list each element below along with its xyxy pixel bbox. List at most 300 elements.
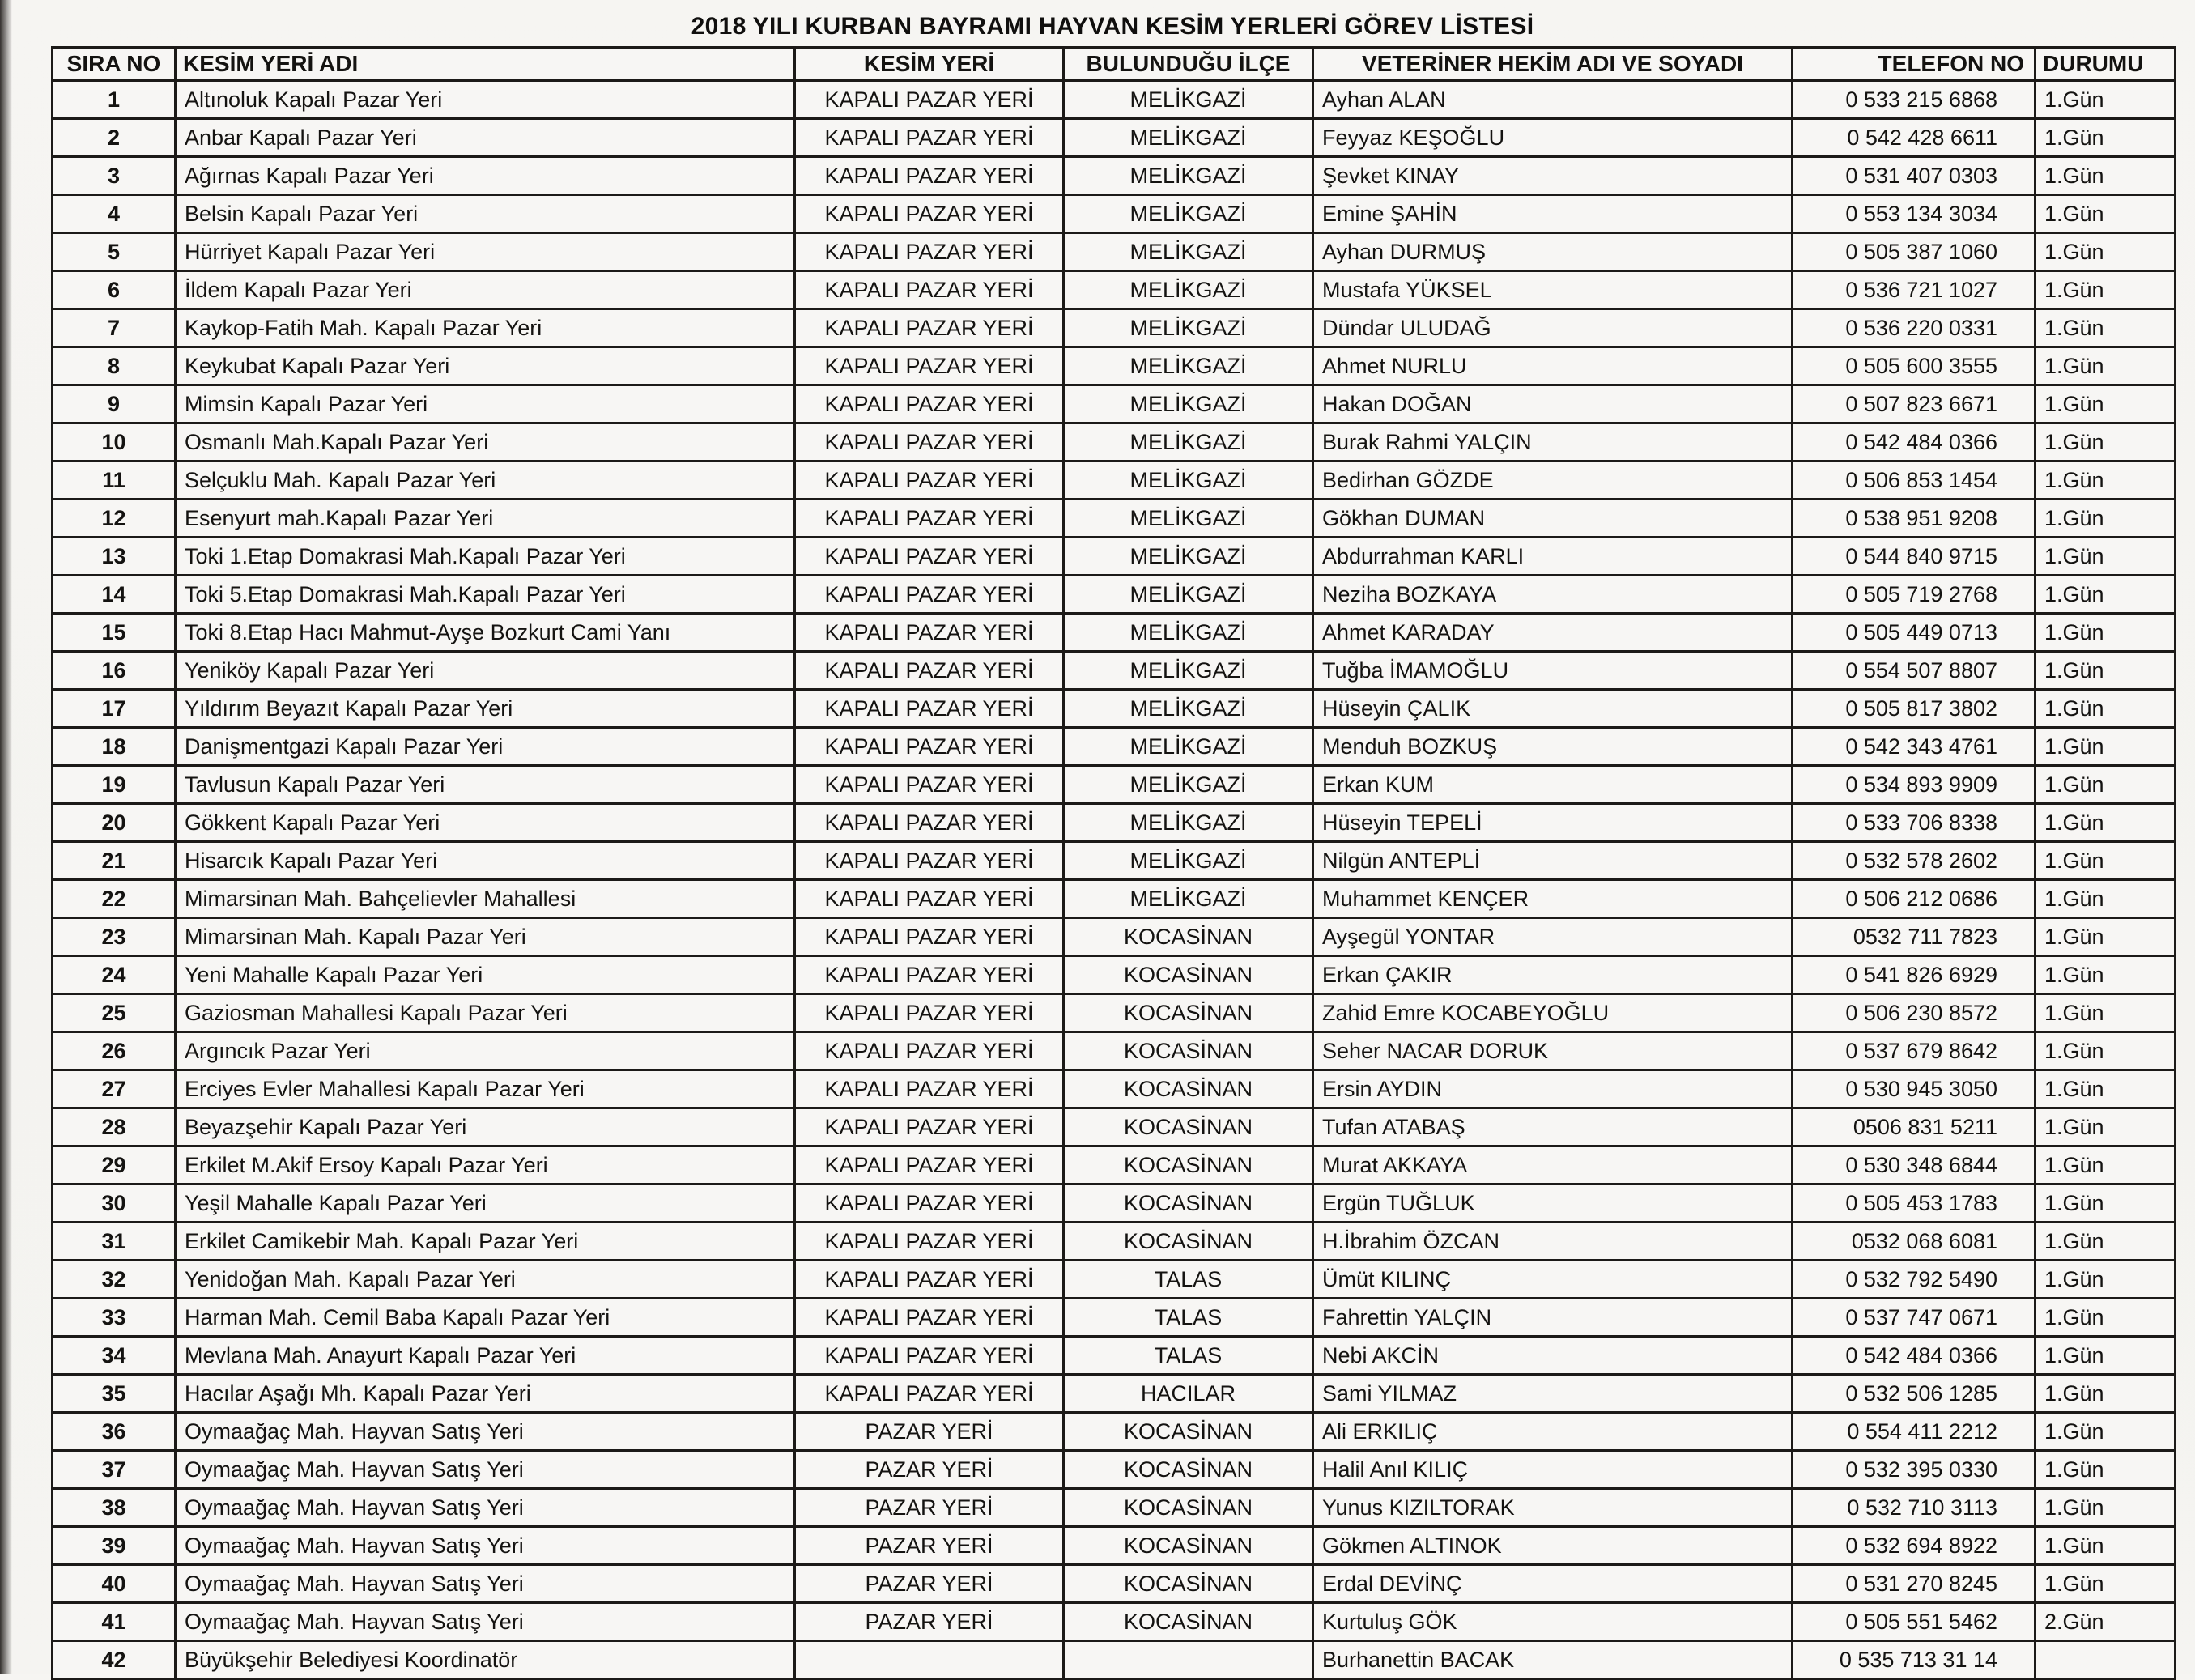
cell-kesim-yeri-adi: Gökkent Kapalı Pazar Yeri bbox=[176, 804, 795, 842]
cell-durumu: 1.Gün bbox=[2035, 157, 2176, 195]
cell-veteriner-hekim: Şevket KINAY bbox=[1313, 157, 1793, 195]
cell-kesim-yeri-adi: Hisarcık Kapalı Pazar Yeri bbox=[176, 842, 795, 880]
cell-durumu: 1.Gün bbox=[2035, 1070, 2176, 1108]
header-kesim-yeri: KESİM YERİ bbox=[795, 48, 1064, 81]
cell-sira-no: 32 bbox=[53, 1261, 176, 1299]
cell-bulundugu-ilce: KOCASİNAN bbox=[1064, 1489, 1313, 1527]
cell-kesim-yeri-adi: Erkilet Camikebir Mah. Kapalı Pazar Yeri bbox=[176, 1223, 795, 1261]
cell-kesim-yeri: KAPALI PAZAR YERİ bbox=[795, 385, 1064, 423]
cell-sira-no: 35 bbox=[53, 1375, 176, 1413]
cell-veteriner-hekim: Ahmet KARADAY bbox=[1313, 614, 1793, 652]
table-row bbox=[53, 119, 2176, 157]
table-row bbox=[53, 690, 2176, 728]
cell-bulundugu-ilce: KOCASİNAN bbox=[1064, 1565, 1313, 1603]
cell-veteriner-hekim: Erkan KUM bbox=[1313, 766, 1793, 804]
cell-kesim-yeri: KAPALI PAZAR YERİ bbox=[795, 1223, 1064, 1261]
cell-veteriner-hekim: Gökmen ALTINOK bbox=[1313, 1527, 1793, 1565]
cell-kesim-yeri-adi: Altınoluk Kapalı Pazar Yeri bbox=[176, 81, 795, 119]
cell-kesim-yeri-adi: Kaykop-Fatih Mah. Kapalı Pazar Yeri bbox=[176, 309, 795, 347]
cell-telefon-no: 0532 068 6081 bbox=[1793, 1223, 2035, 1261]
cell-bulundugu-ilce: TALAS bbox=[1064, 1337, 1313, 1375]
cell-durumu: 1.Gün bbox=[2035, 576, 2176, 614]
cell-kesim-yeri: PAZAR YERİ bbox=[795, 1603, 1064, 1641]
cell-veteriner-hekim: Gökhan DUMAN bbox=[1313, 500, 1793, 538]
cell-veteriner-hekim: Zahid Emre KOCABEYOĞLU bbox=[1313, 994, 1793, 1032]
cell-bulundugu-ilce: MELİKGAZİ bbox=[1064, 804, 1313, 842]
cell-veteriner-hekim: Feyyaz KEŞOĞLU bbox=[1313, 119, 1793, 157]
cell-telefon-no: 0 541 826 6929 bbox=[1793, 956, 2035, 994]
cell-sira-no: 34 bbox=[53, 1337, 176, 1375]
cell-telefon-no: 0 534 893 9909 bbox=[1793, 766, 2035, 804]
cell-durumu: 2.Gün bbox=[2035, 1603, 2176, 1641]
cell-bulundugu-ilce: MELİKGAZİ bbox=[1064, 385, 1313, 423]
cell-kesim-yeri-adi: Oymaağaç Mah. Hayvan Satış Yeri bbox=[176, 1451, 795, 1489]
table-row bbox=[53, 81, 2176, 119]
cell-bulundugu-ilce: KOCASİNAN bbox=[1064, 1451, 1313, 1489]
cell-veteriner-hekim: Sami YILMAZ bbox=[1313, 1375, 1793, 1413]
cell-bulundugu-ilce: MELİKGAZİ bbox=[1064, 81, 1313, 119]
header-veteriner-hekim: VETERİNER HEKİM ADI VE SOYADI bbox=[1313, 48, 1793, 81]
cell-sira-no: 22 bbox=[53, 880, 176, 918]
cell-sira-no: 13 bbox=[53, 538, 176, 576]
cell-veteriner-hekim: Erkan ÇAKIR bbox=[1313, 956, 1793, 994]
cell-durumu: 1.Gün bbox=[2035, 347, 2176, 385]
cell-kesim-yeri-adi: Tavlusun Kapalı Pazar Yeri bbox=[176, 766, 795, 804]
table-row bbox=[53, 1299, 2176, 1337]
cell-telefon-no: 0 542 428 6611 bbox=[1793, 119, 2035, 157]
cell-telefon-no: 0 505 387 1060 bbox=[1793, 233, 2035, 271]
cell-sira-no: 29 bbox=[53, 1146, 176, 1185]
cell-telefon-no: 0506 831 5211 bbox=[1793, 1108, 2035, 1146]
cell-sira-no: 33 bbox=[53, 1299, 176, 1337]
cell-veteriner-hekim: Ayhan DURMUŞ bbox=[1313, 233, 1793, 271]
cell-bulundugu-ilce: MELİKGAZİ bbox=[1064, 842, 1313, 880]
table-row bbox=[53, 423, 2176, 461]
cell-telefon-no: 0 533 215 6868 bbox=[1793, 81, 2035, 119]
cell-kesim-yeri-adi: Oymaağaç Mah. Hayvan Satış Yeri bbox=[176, 1527, 795, 1565]
cell-kesim-yeri: KAPALI PAZAR YERİ bbox=[795, 804, 1064, 842]
cell-bulundugu-ilce: TALAS bbox=[1064, 1261, 1313, 1299]
cell-sira-no: 41 bbox=[53, 1603, 176, 1641]
cell-kesim-yeri-adi: Yeni Mahalle Kapalı Pazar Yeri bbox=[176, 956, 795, 994]
cell-sira-no: 36 bbox=[53, 1413, 176, 1451]
page-title: 2018 YILI KURBAN BAYRAMI HAYVAN KESİM YERLERİ GÖREV LİSTESİ bbox=[691, 13, 1534, 40]
cell-sira-no: 4 bbox=[53, 195, 176, 233]
cell-durumu: 1.Gün bbox=[2035, 1299, 2176, 1337]
table-row bbox=[53, 1375, 2176, 1413]
cell-kesim-yeri-adi: Toki 8.Etap Hacı Mahmut-Ayşe Bozkurt Cami Yanı bbox=[176, 614, 795, 652]
table-row bbox=[53, 804, 2176, 842]
cell-bulundugu-ilce: KOCASİNAN bbox=[1064, 1223, 1313, 1261]
cell-kesim-yeri-adi: Anbar Kapalı Pazar Yeri bbox=[176, 119, 795, 157]
cell-kesim-yeri: KAPALI PAZAR YERİ bbox=[795, 195, 1064, 233]
cell-sira-no: 30 bbox=[53, 1185, 176, 1223]
cell-durumu: 1.Gün bbox=[2035, 233, 2176, 271]
cell-kesim-yeri: KAPALI PAZAR YERİ bbox=[795, 309, 1064, 347]
cell-telefon-no: 0 536 220 0331 bbox=[1793, 309, 2035, 347]
cell-veteriner-hekim: Tuğba İMAMOĞLU bbox=[1313, 652, 1793, 690]
cell-kesim-yeri-adi: Osmanlı Mah.Kapalı Pazar Yeri bbox=[176, 423, 795, 461]
header-sira-no: SIRA NO bbox=[53, 48, 176, 81]
cell-kesim-yeri: PAZAR YERİ bbox=[795, 1413, 1064, 1451]
table-row bbox=[53, 1070, 2176, 1108]
header-kesim-yeri-adi: KESİM YERİ ADI bbox=[176, 48, 795, 81]
table-row bbox=[53, 1641, 2176, 1679]
cell-telefon-no: 0 537 679 8642 bbox=[1793, 1032, 2035, 1070]
cell-kesim-yeri-adi: Selçuklu Mah. Kapalı Pazar Yeri bbox=[176, 461, 795, 500]
cell-sira-no: 9 bbox=[53, 385, 176, 423]
cell-kesim-yeri: KAPALI PAZAR YERİ bbox=[795, 994, 1064, 1032]
cell-telefon-no: 0 532 792 5490 bbox=[1793, 1261, 2035, 1299]
cell-kesim-yeri-adi: Hürriyet Kapalı Pazar Yeri bbox=[176, 233, 795, 271]
cell-durumu: 1.Gün bbox=[2035, 652, 2176, 690]
cell-bulundugu-ilce: KOCASİNAN bbox=[1064, 1146, 1313, 1185]
cell-durumu: 1.Gün bbox=[2035, 1527, 2176, 1565]
cell-durumu: 1.Gün bbox=[2035, 1565, 2176, 1603]
cell-kesim-yeri: KAPALI PAZAR YERİ bbox=[795, 652, 1064, 690]
cell-bulundugu-ilce: KOCASİNAN bbox=[1064, 956, 1313, 994]
cell-kesim-yeri: KAPALI PAZAR YERİ bbox=[795, 728, 1064, 766]
cell-veteriner-hekim: Halil Anıl KILIÇ bbox=[1313, 1451, 1793, 1489]
cell-kesim-yeri: PAZAR YERİ bbox=[795, 1565, 1064, 1603]
cell-kesim-yeri-adi: Yeşil Mahalle Kapalı Pazar Yeri bbox=[176, 1185, 795, 1223]
table-row bbox=[53, 347, 2176, 385]
cell-kesim-yeri: KAPALI PAZAR YERİ bbox=[795, 918, 1064, 956]
cell-bulundugu-ilce: MELİKGAZİ bbox=[1064, 690, 1313, 728]
cell-kesim-yeri-adi: Mimarsinan Mah. Kapalı Pazar Yeri bbox=[176, 918, 795, 956]
header-row bbox=[53, 48, 2176, 81]
cell-kesim-yeri-adi: Mimarsinan Mah. Bahçelievler Mahallesi bbox=[176, 880, 795, 918]
cell-veteriner-hekim: Hüseyin TEPELİ bbox=[1313, 804, 1793, 842]
cell-bulundugu-ilce: KOCASİNAN bbox=[1064, 1185, 1313, 1223]
cell-veteriner-hekim: Kurtuluş GÖK bbox=[1313, 1603, 1793, 1641]
table-row bbox=[53, 1337, 2176, 1375]
cell-veteriner-hekim: Ersin AYDIN bbox=[1313, 1070, 1793, 1108]
cell-kesim-yeri: KAPALI PAZAR YERİ bbox=[795, 880, 1064, 918]
cell-kesim-yeri-adi: İldem Kapalı Pazar Yeri bbox=[176, 271, 795, 309]
cell-veteriner-hekim: Nilgün ANTEPLİ bbox=[1313, 842, 1793, 880]
cell-sira-no: 1 bbox=[53, 81, 176, 119]
table-row bbox=[53, 1032, 2176, 1070]
cell-kesim-yeri-adi: Erciyes Evler Mahallesi Kapalı Pazar Yeri bbox=[176, 1070, 795, 1108]
cell-telefon-no: 0 533 706 8338 bbox=[1793, 804, 2035, 842]
cell-veteriner-hekim: Burhanettin BACAK bbox=[1313, 1641, 1793, 1679]
cell-kesim-yeri-adi: Büyükşehir Belediyesi Koordinatör bbox=[176, 1641, 795, 1679]
cell-kesim-yeri: KAPALI PAZAR YERİ bbox=[795, 690, 1064, 728]
cell-sira-no: 12 bbox=[53, 500, 176, 538]
table-row bbox=[53, 1261, 2176, 1299]
cell-sira-no: 2 bbox=[53, 119, 176, 157]
cell-kesim-yeri: KAPALI PAZAR YERİ bbox=[795, 1299, 1064, 1337]
cell-veteriner-hekim: Hüseyin ÇALIK bbox=[1313, 690, 1793, 728]
cell-sira-no: 26 bbox=[53, 1032, 176, 1070]
cell-telefon-no: 0 507 823 6671 bbox=[1793, 385, 2035, 423]
cell-bulundugu-ilce: KOCASİNAN bbox=[1064, 1413, 1313, 1451]
cell-veteriner-hekim: Muhammet KENÇER bbox=[1313, 880, 1793, 918]
cell-kesim-yeri: PAZAR YERİ bbox=[795, 1451, 1064, 1489]
header-durumu: DURUMU bbox=[2035, 48, 2176, 81]
table-row bbox=[53, 652, 2176, 690]
cell-durumu: 1.Gün bbox=[2035, 1261, 2176, 1299]
duty-table-body bbox=[53, 81, 2176, 1679]
cell-telefon-no: 0 542 484 0366 bbox=[1793, 423, 2035, 461]
cell-kesim-yeri-adi: Mimsin Kapalı Pazar Yeri bbox=[176, 385, 795, 423]
table-row bbox=[53, 842, 2176, 880]
cell-bulundugu-ilce: MELİKGAZİ bbox=[1064, 614, 1313, 652]
cell-kesim-yeri-adi: Oymaağaç Mah. Hayvan Satış Yeri bbox=[176, 1489, 795, 1527]
cell-telefon-no: 0532 711 7823 bbox=[1793, 918, 2035, 956]
cell-veteriner-hekim: Hakan DOĞAN bbox=[1313, 385, 1793, 423]
cell-sira-no: 20 bbox=[53, 804, 176, 842]
cell-durumu: 1.Gün bbox=[2035, 1223, 2176, 1261]
cell-telefon-no: 0 505 453 1783 bbox=[1793, 1185, 2035, 1223]
cell-telefon-no: 0 532 710 3113 bbox=[1793, 1489, 2035, 1527]
cell-telefon-no: 0 505 817 3802 bbox=[1793, 690, 2035, 728]
cell-veteriner-hekim: H.İbrahim ÖZCAN bbox=[1313, 1223, 1793, 1261]
cell-veteriner-hekim: Mustafa YÜKSEL bbox=[1313, 271, 1793, 309]
cell-sira-no: 31 bbox=[53, 1223, 176, 1261]
cell-telefon-no: 0 531 407 0303 bbox=[1793, 157, 2035, 195]
cell-durumu: 1.Gün bbox=[2035, 804, 2176, 842]
cell-telefon-no: 0 505 719 2768 bbox=[1793, 576, 2035, 614]
table-row bbox=[53, 233, 2176, 271]
cell-telefon-no: 0 506 230 8572 bbox=[1793, 994, 2035, 1032]
cell-veteriner-hekim: Yunus KIZILTORAK bbox=[1313, 1489, 1793, 1527]
cell-kesim-yeri-adi: Mevlana Mah. Anayurt Kapalı Pazar Yeri bbox=[176, 1337, 795, 1375]
header-bulundugu-ilce: BULUNDUĞU İLÇE bbox=[1064, 48, 1313, 81]
cell-veteriner-hekim: Emine ŞAHİN bbox=[1313, 195, 1793, 233]
table-row bbox=[53, 766, 2176, 804]
cell-veteriner-hekim: Menduh BOZKUŞ bbox=[1313, 728, 1793, 766]
cell-kesim-yeri-adi: Oymaağaç Mah. Hayvan Satış Yeri bbox=[176, 1603, 795, 1641]
cell-durumu: 1.Gün bbox=[2035, 461, 2176, 500]
cell-sira-no: 3 bbox=[53, 157, 176, 195]
cell-sira-no: 25 bbox=[53, 994, 176, 1032]
cell-telefon-no: 0 532 578 2602 bbox=[1793, 842, 2035, 880]
cell-veteriner-hekim: Nebi AKCİN bbox=[1313, 1337, 1793, 1375]
cell-durumu: 1.Gün bbox=[2035, 880, 2176, 918]
cell-bulundugu-ilce: MELİKGAZİ bbox=[1064, 538, 1313, 576]
cell-bulundugu-ilce: MELİKGAZİ bbox=[1064, 157, 1313, 195]
cell-kesim-yeri-adi: Hacılar Aşağı Mh. Kapalı Pazar Yeri bbox=[176, 1375, 795, 1413]
cell-durumu: 1.Gün bbox=[2035, 538, 2176, 576]
table-row bbox=[53, 1108, 2176, 1146]
table-row bbox=[53, 614, 2176, 652]
cell-kesim-yeri-adi: Toki 5.Etap Domakrasi Mah.Kapalı Pazar Yeri bbox=[176, 576, 795, 614]
cell-sira-no: 5 bbox=[53, 233, 176, 271]
cell-kesim-yeri: KAPALI PAZAR YERİ bbox=[795, 157, 1064, 195]
table-row bbox=[53, 1413, 2176, 1451]
cell-bulundugu-ilce: KOCASİNAN bbox=[1064, 1032, 1313, 1070]
cell-veteriner-hekim: Ergün TUĞLUK bbox=[1313, 1185, 1793, 1223]
cell-sira-no: 24 bbox=[53, 956, 176, 994]
cell-durumu: 1.Gün bbox=[2035, 994, 2176, 1032]
cell-kesim-yeri-adi: Toki 1.Etap Domakrasi Mah.Kapalı Pazar Yeri bbox=[176, 538, 795, 576]
cell-kesim-yeri: KAPALI PAZAR YERİ bbox=[795, 347, 1064, 385]
cell-telefon-no: 0 542 343 4761 bbox=[1793, 728, 2035, 766]
cell-kesim-yeri-adi: Beyazşehir Kapalı Pazar Yeri bbox=[176, 1108, 795, 1146]
cell-sira-no: 14 bbox=[53, 576, 176, 614]
table-row bbox=[53, 195, 2176, 233]
table-row bbox=[53, 994, 2176, 1032]
cell-veteriner-hekim: Ali ERKILIÇ bbox=[1313, 1413, 1793, 1451]
cell-bulundugu-ilce: MELİKGAZİ bbox=[1064, 309, 1313, 347]
cell-veteriner-hekim: Erdal DEVİNÇ bbox=[1313, 1565, 1793, 1603]
cell-kesim-yeri-adi: Yıldırım Beyazıt Kapalı Pazar Yeri bbox=[176, 690, 795, 728]
cell-sira-no: 19 bbox=[53, 766, 176, 804]
cell-kesim-yeri-adi: Yeniköy Kapalı Pazar Yeri bbox=[176, 652, 795, 690]
cell-telefon-no: 0 532 395 0330 bbox=[1793, 1451, 2035, 1489]
table-row bbox=[53, 1146, 2176, 1185]
cell-sira-no: 40 bbox=[53, 1565, 176, 1603]
cell-durumu: 1.Gün bbox=[2035, 728, 2176, 766]
cell-veteriner-hekim: Ümüt KILINÇ bbox=[1313, 1261, 1793, 1299]
cell-kesim-yeri: KAPALI PAZAR YERİ bbox=[795, 614, 1064, 652]
table-row bbox=[53, 728, 2176, 766]
cell-veteriner-hekim: Dündar ULUDAĞ bbox=[1313, 309, 1793, 347]
table-row bbox=[53, 385, 2176, 423]
cell-durumu: 1.Gün bbox=[2035, 1413, 2176, 1451]
cell-kesim-yeri: PAZAR YERİ bbox=[795, 1489, 1064, 1527]
cell-bulundugu-ilce: KOCASİNAN bbox=[1064, 1603, 1313, 1641]
cell-durumu: 1.Gün bbox=[2035, 1337, 2176, 1375]
cell-telefon-no: 0 553 134 3034 bbox=[1793, 195, 2035, 233]
cell-bulundugu-ilce: MELİKGAZİ bbox=[1064, 423, 1313, 461]
table-row bbox=[53, 1489, 2176, 1527]
cell-durumu: 1.Gün bbox=[2035, 842, 2176, 880]
cell-durumu: 1.Gün bbox=[2035, 766, 2176, 804]
cell-telefon-no: 0 532 506 1285 bbox=[1793, 1375, 2035, 1413]
table-row bbox=[53, 956, 2176, 994]
cell-veteriner-hekim: Bedirhan GÖZDE bbox=[1313, 461, 1793, 500]
table-row bbox=[53, 880, 2176, 918]
cell-sira-no: 17 bbox=[53, 690, 176, 728]
cell-kesim-yeri: KAPALI PAZAR YERİ bbox=[795, 1375, 1064, 1413]
table-row bbox=[53, 1451, 2176, 1489]
cell-telefon-no: 0 554 411 2212 bbox=[1793, 1413, 2035, 1451]
cell-kesim-yeri: KAPALI PAZAR YERİ bbox=[795, 842, 1064, 880]
cell-sira-no: 38 bbox=[53, 1489, 176, 1527]
cell-sira-no: 8 bbox=[53, 347, 176, 385]
cell-bulundugu-ilce: MELİKGAZİ bbox=[1064, 766, 1313, 804]
cell-telefon-no: 0 542 484 0366 bbox=[1793, 1337, 2035, 1375]
cell-kesim-yeri-adi: Ağırnas Kapalı Pazar Yeri bbox=[176, 157, 795, 195]
cell-sira-no: 42 bbox=[53, 1641, 176, 1679]
cell-kesim-yeri: KAPALI PAZAR YERİ bbox=[795, 1108, 1064, 1146]
cell-kesim-yeri: KAPALI PAZAR YERİ bbox=[795, 461, 1064, 500]
cell-telefon-no: 0 531 270 8245 bbox=[1793, 1565, 2035, 1603]
table-row bbox=[53, 918, 2176, 956]
cell-durumu: 1.Gün bbox=[2035, 1451, 2176, 1489]
cell-sira-no: 37 bbox=[53, 1451, 176, 1489]
cell-veteriner-hekim: Burak Rahmi YALÇIN bbox=[1313, 423, 1793, 461]
cell-veteriner-hekim: Ayşegül YONTAR bbox=[1313, 918, 1793, 956]
cell-durumu: 1.Gün bbox=[2035, 309, 2176, 347]
table-row bbox=[53, 1527, 2176, 1565]
cell-veteriner-hekim: Fahrettin YALÇIN bbox=[1313, 1299, 1793, 1337]
cell-kesim-yeri-adi: Erkilet M.Akif Ersoy Kapalı Pazar Yeri bbox=[176, 1146, 795, 1185]
cell-kesim-yeri-adi: Oymaağaç Mah. Hayvan Satış Yeri bbox=[176, 1565, 795, 1603]
cell-bulundugu-ilce: KOCASİNAN bbox=[1064, 1070, 1313, 1108]
cell-kesim-yeri: KAPALI PAZAR YERİ bbox=[795, 271, 1064, 309]
cell-durumu: 1.Gün bbox=[2035, 423, 2176, 461]
cell-durumu: 1.Gün bbox=[2035, 81, 2176, 119]
cell-bulundugu-ilce: KOCASİNAN bbox=[1064, 1527, 1313, 1565]
table-row bbox=[53, 576, 2176, 614]
cell-sira-no: 10 bbox=[53, 423, 176, 461]
cell-kesim-yeri: KAPALI PAZAR YERİ bbox=[795, 81, 1064, 119]
cell-durumu: 1.Gün bbox=[2035, 956, 2176, 994]
cell-sira-no: 23 bbox=[53, 918, 176, 956]
cell-kesim-yeri: KAPALI PAZAR YERİ bbox=[795, 1261, 1064, 1299]
cell-sira-no: 28 bbox=[53, 1108, 176, 1146]
table-row bbox=[53, 309, 2176, 347]
cell-bulundugu-ilce: MELİKGAZİ bbox=[1064, 271, 1313, 309]
cell-bulundugu-ilce: MELİKGAZİ bbox=[1064, 880, 1313, 918]
cell-sira-no: 6 bbox=[53, 271, 176, 309]
cell-durumu: 1.Gün bbox=[2035, 614, 2176, 652]
cell-durumu: 1.Gün bbox=[2035, 271, 2176, 309]
cell-kesim-yeri: KAPALI PAZAR YERİ bbox=[795, 119, 1064, 157]
cell-telefon-no: 0 535 713 31 14 bbox=[1793, 1641, 2035, 1679]
cell-durumu: 1.Gün bbox=[2035, 918, 2176, 956]
cell-telefon-no: 0 505 551 5462 bbox=[1793, 1603, 2035, 1641]
cell-telefon-no: 0 554 507 8807 bbox=[1793, 652, 2035, 690]
cell-kesim-yeri: KAPALI PAZAR YERİ bbox=[795, 1185, 1064, 1223]
cell-durumu bbox=[2035, 1641, 2176, 1679]
cell-durumu: 1.Gün bbox=[2035, 1146, 2176, 1185]
cell-telefon-no: 0 532 694 8922 bbox=[1793, 1527, 2035, 1565]
cell-kesim-yeri-adi: Belsin Kapalı Pazar Yeri bbox=[176, 195, 795, 233]
cell-durumu: 1.Gün bbox=[2035, 1375, 2176, 1413]
cell-telefon-no: 0 544 840 9715 bbox=[1793, 538, 2035, 576]
cell-sira-no: 27 bbox=[53, 1070, 176, 1108]
duty-table bbox=[51, 46, 2176, 1680]
cell-veteriner-hekim: Abdurrahman KARLI bbox=[1313, 538, 1793, 576]
cell-durumu: 1.Gün bbox=[2035, 1108, 2176, 1146]
cell-telefon-no: 0 506 853 1454 bbox=[1793, 461, 2035, 500]
cell-kesim-yeri: KAPALI PAZAR YERİ bbox=[795, 1337, 1064, 1375]
cell-sira-no: 11 bbox=[53, 461, 176, 500]
cell-bulundugu-ilce: MELİKGAZİ bbox=[1064, 728, 1313, 766]
cell-durumu: 1.Gün bbox=[2035, 500, 2176, 538]
cell-telefon-no: 0 530 945 3050 bbox=[1793, 1070, 2035, 1108]
cell-telefon-no: 0 537 747 0671 bbox=[1793, 1299, 2035, 1337]
cell-kesim-yeri: KAPALI PAZAR YERİ bbox=[795, 423, 1064, 461]
cell-kesim-yeri: KAPALI PAZAR YERİ bbox=[795, 766, 1064, 804]
cell-veteriner-hekim: Ayhan ALAN bbox=[1313, 81, 1793, 119]
cell-kesim-yeri: KAPALI PAZAR YERİ bbox=[795, 1070, 1064, 1108]
cell-telefon-no: 0 506 212 0686 bbox=[1793, 880, 2035, 918]
cell-bulundugu-ilce: MELİKGAZİ bbox=[1064, 576, 1313, 614]
cell-bulundugu-ilce: MELİKGAZİ bbox=[1064, 233, 1313, 271]
cell-kesim-yeri-adi: Keykubat Kapalı Pazar Yeri bbox=[176, 347, 795, 385]
cell-bulundugu-ilce: MELİKGAZİ bbox=[1064, 461, 1313, 500]
header-telefon-no: TELEFON NO bbox=[1793, 48, 2035, 81]
cell-bulundugu-ilce: KOCASİNAN bbox=[1064, 1108, 1313, 1146]
cell-telefon-no: 0 505 449 0713 bbox=[1793, 614, 2035, 652]
cell-bulundugu-ilce: TALAS bbox=[1064, 1299, 1313, 1337]
cell-durumu: 1.Gün bbox=[2035, 195, 2176, 233]
cell-kesim-yeri-adi: Harman Mah. Cemil Baba Kapalı Pazar Yeri bbox=[176, 1299, 795, 1337]
cell-kesim-yeri-adi: Oymaağaç Mah. Hayvan Satış Yeri bbox=[176, 1413, 795, 1451]
cell-sira-no: 21 bbox=[53, 842, 176, 880]
cell-telefon-no: 0 536 721 1027 bbox=[1793, 271, 2035, 309]
cell-kesim-yeri-adi: Yenidoğan Mah. Kapalı Pazar Yeri bbox=[176, 1261, 795, 1299]
cell-kesim-yeri: KAPALI PAZAR YERİ bbox=[795, 1032, 1064, 1070]
cell-durumu: 1.Gün bbox=[2035, 1032, 2176, 1070]
cell-telefon-no: 0 530 348 6844 bbox=[1793, 1146, 2035, 1185]
